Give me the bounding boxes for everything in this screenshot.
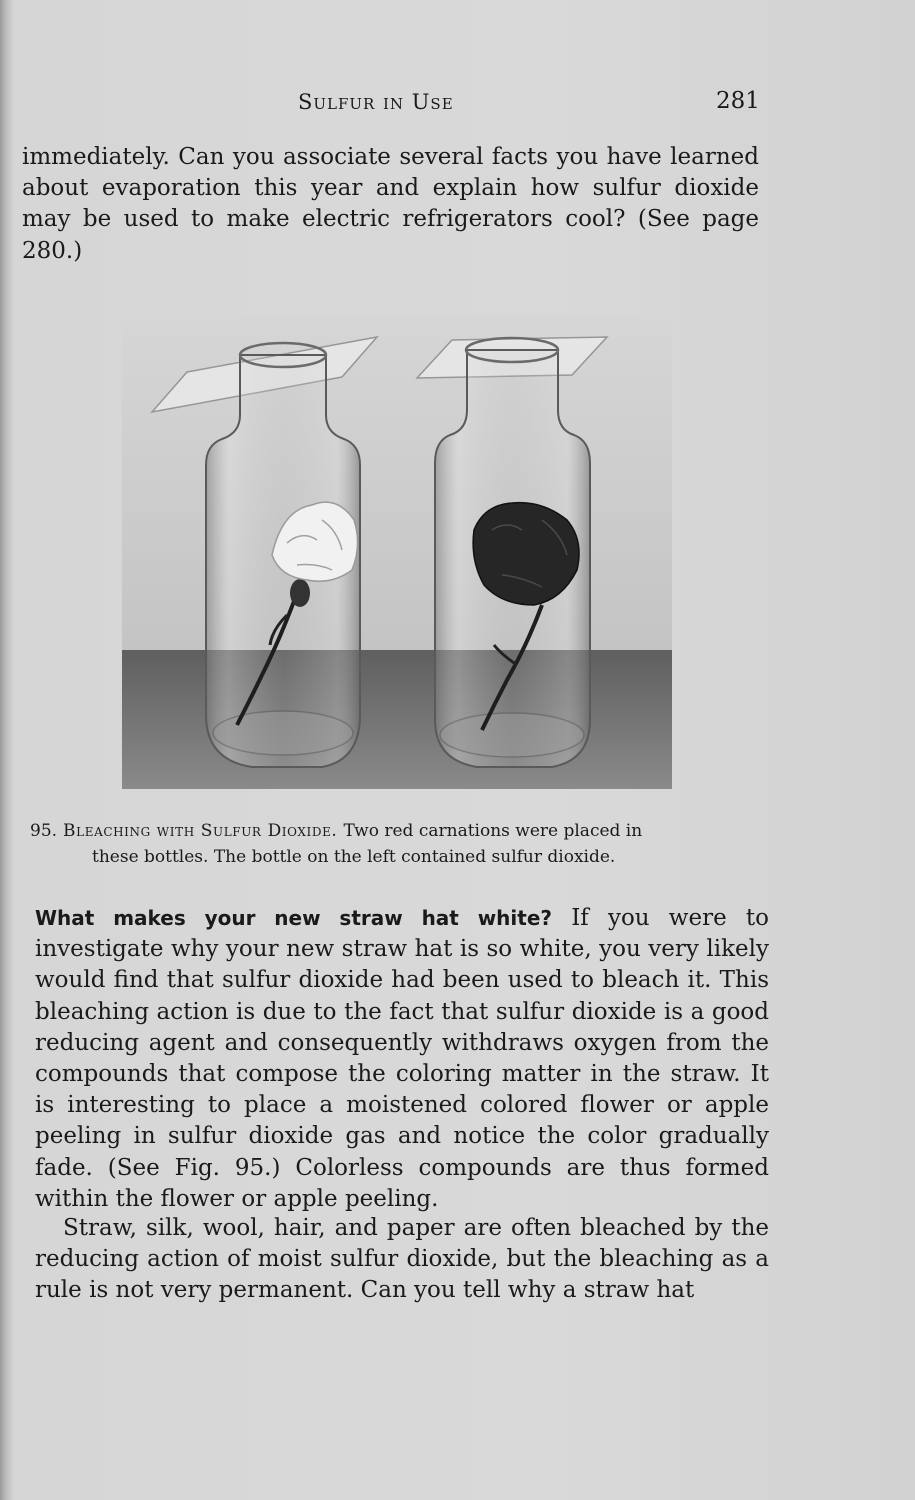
figure-number: 95. [30,821,58,841]
figure-caption [30,818,770,870]
page-number: 281 [716,88,760,114]
section-paragraph-1-text: If you were to investigate why your new straw hat is so white, you very likely would find that sulfur dioxide had been used to bleach it. This bleaching action is due to the fact that sulfur dioxide is a good reducing agent and consequently withdraws oxygen from the compounds that compose the coloring matter in the straw. It is interesting to place a moistened colored flower or apple peeling in sulfur dioxide gas and notice the color gradually fade. (See Fig. 95.) Colorless compounds are thus formed within the flower or apple peeling. [35,905,769,1212]
caption-text-line2: these bottles. The bottle on the left contained sulfur dioxide. [92,847,616,867]
page-header [0,88,915,118]
caption-text-line1: Two red carnations were placed in [343,821,643,841]
section-paragraph-1 [35,903,769,1215]
section-paragraph-2: Straw, silk, wool, hair, and paper are often bleached by the reducing action of moist sulfur dioxide, but the bleaching as a rule is not very permanent. Can you tell why a straw hat [35,1215,769,1304]
running-head: Sulfur in Use [298,90,454,114]
figure-title: Bleaching with Sulfur Dioxide. [63,821,338,841]
intro-paragraph: immediately. Can you associate several facts you have learned about evaporation this year and explain how sulfur dioxide may be used to make electric refrigerators cool? (See page 280.) [22,144,759,264]
section-heading: What makes your new straw hat white? [35,906,552,930]
dark-carnation [473,503,579,605]
figure-photo [122,315,672,789]
